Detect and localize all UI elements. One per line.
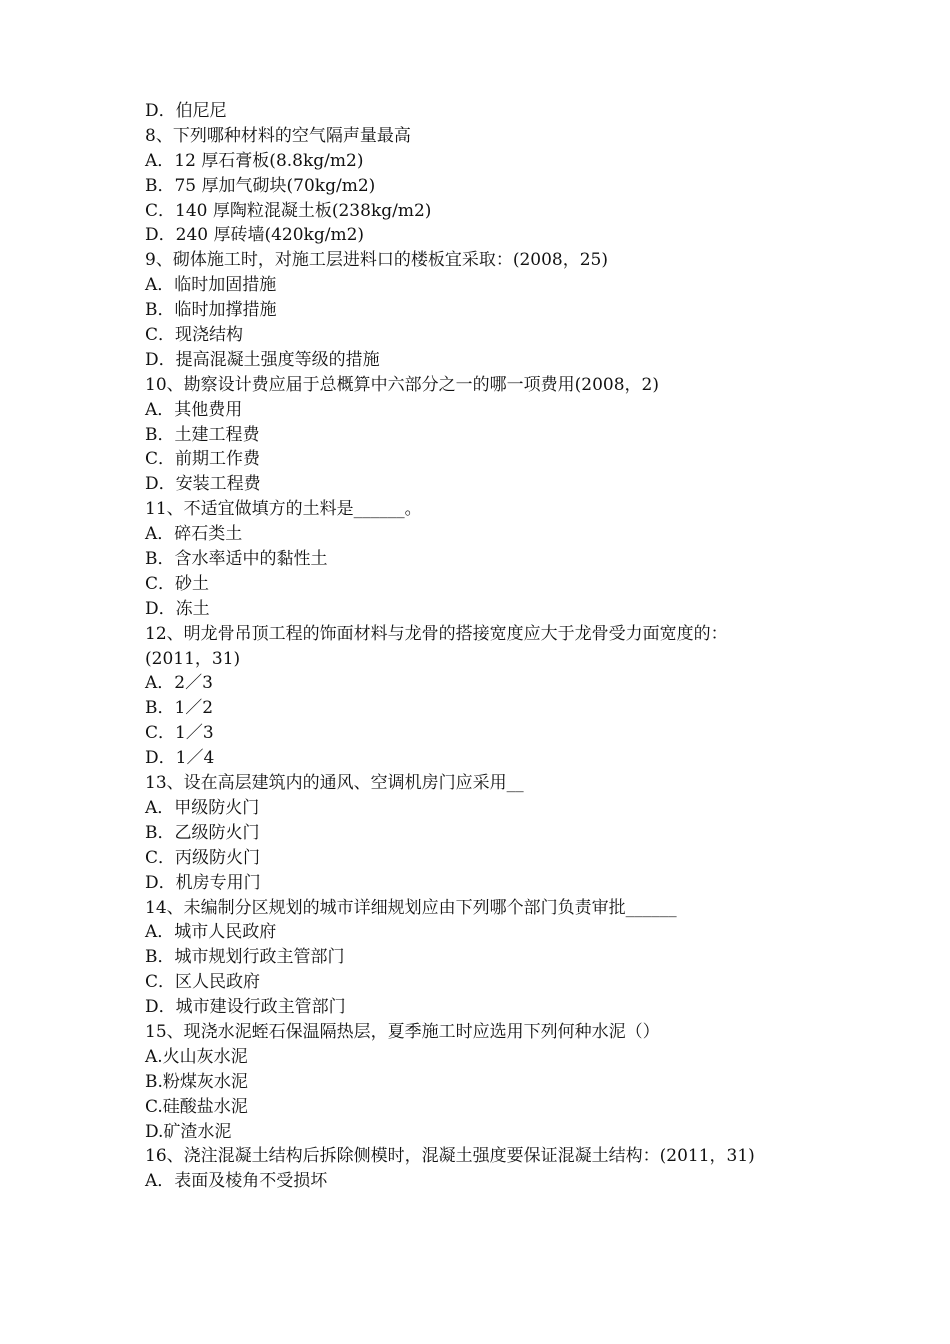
option-line: A．2／3	[145, 673, 213, 694]
option-line: B．土建工程费	[145, 424, 260, 445]
question-line: 10、勘察设计费应届于总概算中六部分之一的哪一项费用(2008，2)	[145, 374, 659, 395]
option-line: A．表面及棱角不受损坏	[145, 1171, 328, 1192]
option-line: B．含水率适中的黏性土	[145, 549, 328, 570]
option-line: B．乙级防火门	[145, 822, 260, 843]
option-line: B．临时加撑措施	[145, 300, 277, 321]
question-line: 15、现浇水泥蛭石保温隔热层，夏季施工时应选用下列何种水泥（）	[145, 1021, 660, 1042]
option-line: C.硅酸盐水泥	[145, 1096, 248, 1117]
option-line: D．机房专用门	[145, 872, 261, 893]
option-line: A.火山灰水泥	[145, 1046, 248, 1067]
option-line: D．提高混凝土强度等级的措施	[145, 349, 380, 370]
question-line-continued: (2011，31)	[145, 648, 241, 669]
option-line: B.粉煤灰水泥	[145, 1071, 248, 1092]
option-line: C．1／3	[145, 723, 214, 744]
option-line: A．城市人民政府	[145, 922, 277, 943]
option-line: A．甲级防火门	[145, 797, 260, 818]
option-line: C．区人民政府	[145, 972, 261, 993]
question-line: 13、设在高层建筑内的通风、空调机房门应采用__	[145, 773, 524, 794]
option-line: C．前期工作费	[145, 449, 261, 470]
option-line: C．丙级防火门	[145, 847, 261, 868]
option-line: A．12 厚石膏板(8.8kg/m2)	[145, 150, 364, 171]
option-line: B．城市规划行政主管部门	[145, 947, 345, 968]
question-line: 8、下列哪种材料的空气隔声量最高	[145, 125, 411, 146]
question-line: 16、浇注混凝土结构后拆除侧模时，混凝土强度要保证混凝土结构：(2011，31)	[145, 1146, 755, 1167]
question-line: 12、明龙骨吊顶工程的饰面材料与龙骨的搭接宽度应大于龙骨受力面宽度的：	[145, 623, 728, 644]
option-line: A．其他费用	[145, 399, 243, 420]
option-line: D.矿渣水泥	[145, 1121, 232, 1142]
question-line: 14、未编制分区规划的城市详细规划应由下列哪个部门负责审批______	[145, 897, 677, 918]
option-line: D．冻土	[145, 598, 210, 619]
option-line: D．城市建设行政主管部门	[145, 997, 346, 1018]
option-line: B．1／2	[145, 698, 214, 719]
option-line: C．砂土	[145, 573, 210, 594]
option-line: C．140 厚陶粒混凝土板(238kg/m2)	[145, 200, 432, 221]
option-line: D．1／4	[145, 748, 215, 769]
option-line: C．现浇结构	[145, 325, 244, 346]
option-line: D．伯尼尼	[145, 101, 227, 121]
document-body	[145, 99, 825, 1194]
option-line: A．碎石类土	[145, 524, 243, 545]
question-line: 11、不适宜做填方的土料是______。	[145, 499, 422, 520]
option-line: A．临时加固措施	[145, 275, 277, 296]
option-line: D．安装工程费	[145, 474, 261, 495]
option-line: B．75 厚加气砌块(70kg/m2)	[145, 175, 376, 196]
question-line: 9、砌体施工时，对施工层进料口的楼板宜采取：(2008，25)	[145, 250, 608, 271]
option-line: D．240 厚砖墙(420kg/m2)	[145, 225, 365, 246]
